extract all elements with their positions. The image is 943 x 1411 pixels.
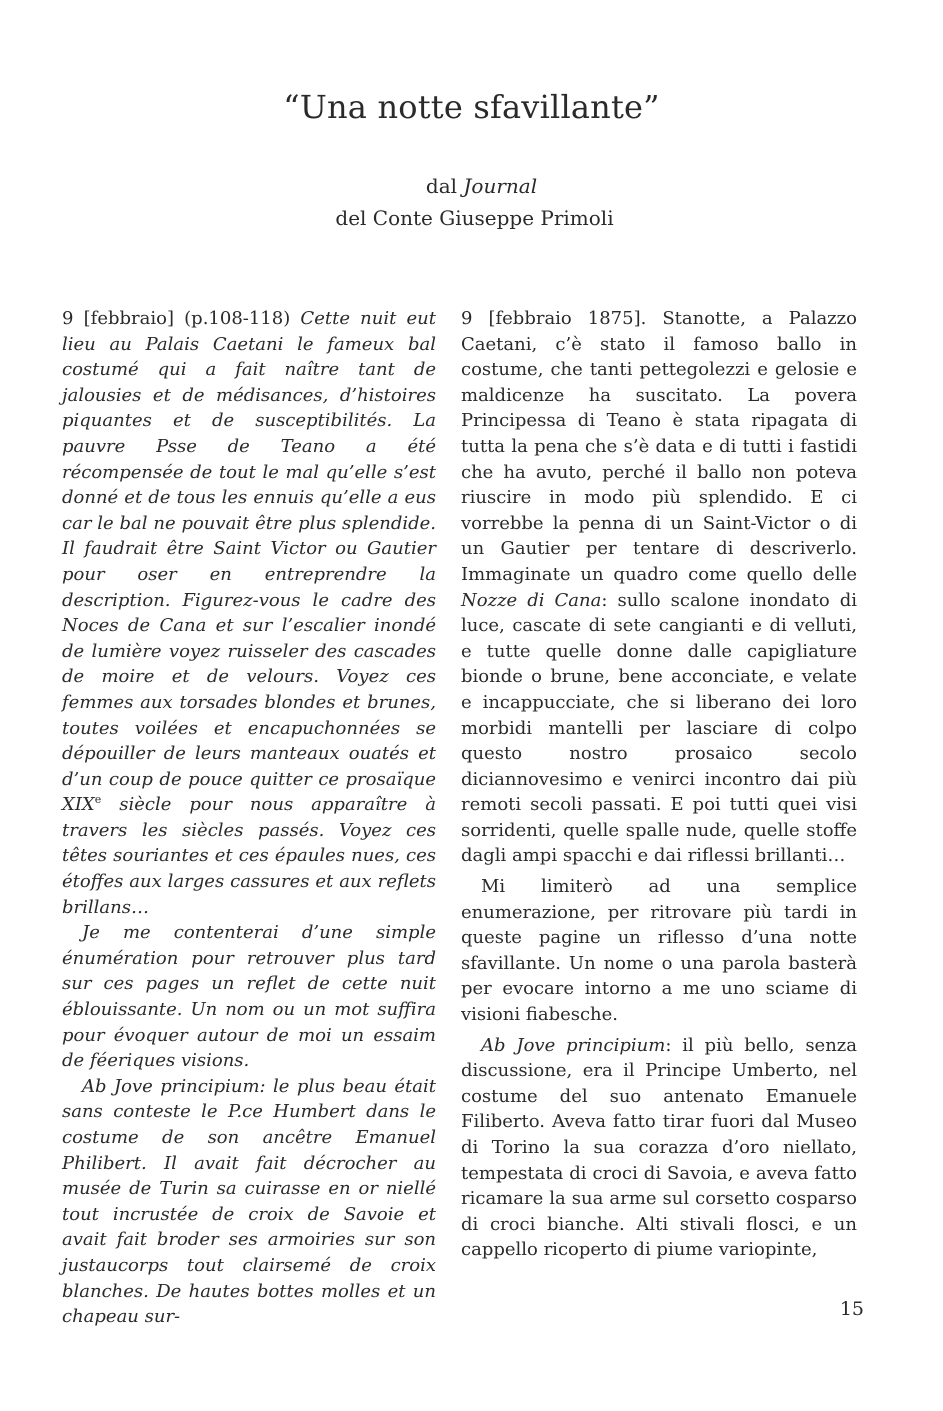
subtitle-source-line xyxy=(0,170,943,202)
italian-paragraph-1 xyxy=(461,306,857,869)
subtitle xyxy=(0,170,943,234)
italian-paragraph-2: Mi limiterò ad una semplice enumerazione, per ritrovare più tardi in queste pagine un riflesso d’una notte sfavillante. Un nome o una parola basterà per evocare intorno a me uno sciame di visioni fiabesche. xyxy=(461,876,857,1026)
subtitle-prefix: dal xyxy=(425,174,464,198)
subtitle-author: del Conte Giuseppe Primoli xyxy=(335,206,614,230)
italian-paragraph-3 xyxy=(461,1033,857,1263)
italian-p3-italic: Ab Jove principium xyxy=(481,1034,666,1056)
french-date-ref: 9 [febbraio] (p.108-118) xyxy=(62,308,301,329)
italian-p3-after: : il più bello, senza discussione, era il Principe Umberto, nel costume del suo antenato Emanuele Filiberto. Aveva fatto tirar fuori dal Museo di Torino la sua corazza d’oro niellato, tempestata di croci di Savoia, e aveva fatto ricamare la sua arme sul corsetto cosparso di croci bianche. Alti stivali flosci, e un cappello ricoperto di piume variopinte, xyxy=(461,1034,858,1261)
page-title: “Una notte sfavillante” xyxy=(283,88,660,126)
french-superscript: e xyxy=(94,793,102,807)
french-column xyxy=(62,306,436,1330)
french-paragraph-1 xyxy=(62,306,436,920)
french-paragraph-2: Je me contenterai d’une simple énumération pour retrouver plus tard sur ces pages un reflet de cette nuit éblouissante. Un nom ou un mot suffira pour évoquer autour de moi un essaim de féeriques visions. xyxy=(62,922,436,1072)
italian-p1-before: 9 [febbraio 1875]. Stanotte, a Palazzo Caetani, c’è stato il famoso ballo in costume, che tanti pettegolezzi e gelosie e maldicenze ha suscitato. La povera Principessa di Teano è stata ripagata di tutta la pena che s’è data e di tutti i fastidi che ha avuto, perché il ballo non poteva riuscire in modo più splendido. E ci vorrebbe la penna di un Saint-Victor o di un Gautier per tentare di descriverlo. Immaginate un quadro come quello delle xyxy=(461,308,857,585)
french-paragraph-3: Ab Jove principium: le plus beau était sans conteste le P.ce Humbert dans le costume de son ancêtre Emanuel Philibert. Il avait fait décrocher au musée de Turin sa cuirasse en or niellé tout incrustée de croix de Savoie et avait fait broder ses armoiries sur son justaucorps tout clairsemé de croix blanches. De hautes bottes molles et un chapeau sur- xyxy=(62,1075,436,1328)
french-p1-text: Cette nuit eut lieu au Palais Caetani le fameux bal costumé qui a fait naître tant de jalousies et de médisances, d’histoires piquantes et de susceptibilités. La pauvre Psse de Teano a été récompensée de tout le mal qu’elle s’est donné et de tous les ennuis qu’elle a eus car le bal ne pouvait être plus splendide. Il faudrait être Saint Victor ou Gautier pour oser en entreprendre la description. Figurez-vous le cadre des Noces de Cana et sur l’escalier inondé de lumière voyez ruisseler des cascades de moire et de velours. Voyez ces femmes aux torsades blondes et brunes, toutes voilées et encapuchonnées se dépouiller de leurs manteaux ouatés et d’un coup de pouce quitter ce prosaïque XIX xyxy=(62,308,436,816)
italian-p1-italic: Nozze di Cana xyxy=(461,589,602,611)
italian-column xyxy=(461,306,857,1263)
subtitle-journal: Journal xyxy=(463,174,538,198)
french-p1-text-after: siècle pour nous apparaître à travers les siècles passés. Voyez ces têtes souriantes et ces épaules nues, ces étoffes aux larges cassures et aux reflets brillans… xyxy=(62,794,436,918)
page-number: 15 xyxy=(839,1298,864,1320)
italian-p1-after: : sullo scalone inondato di luce, cascate di sete cangianti e di velluti, e tutte quelle donne dalle capigliature bionde o brune, bene acconciate, e velate e incappucciate, che si liberano dei loro morbidi mantelli per lasciare di colpo questo nostro prosaico secolo diciannovesimo e venirci incontro dai più remoti secoli passati. E poi tutti quei visi sorridenti, quelle spalle nude, quelle stoffe dagli ampi spacchi e dai riflessi brillanti… xyxy=(461,589,857,867)
